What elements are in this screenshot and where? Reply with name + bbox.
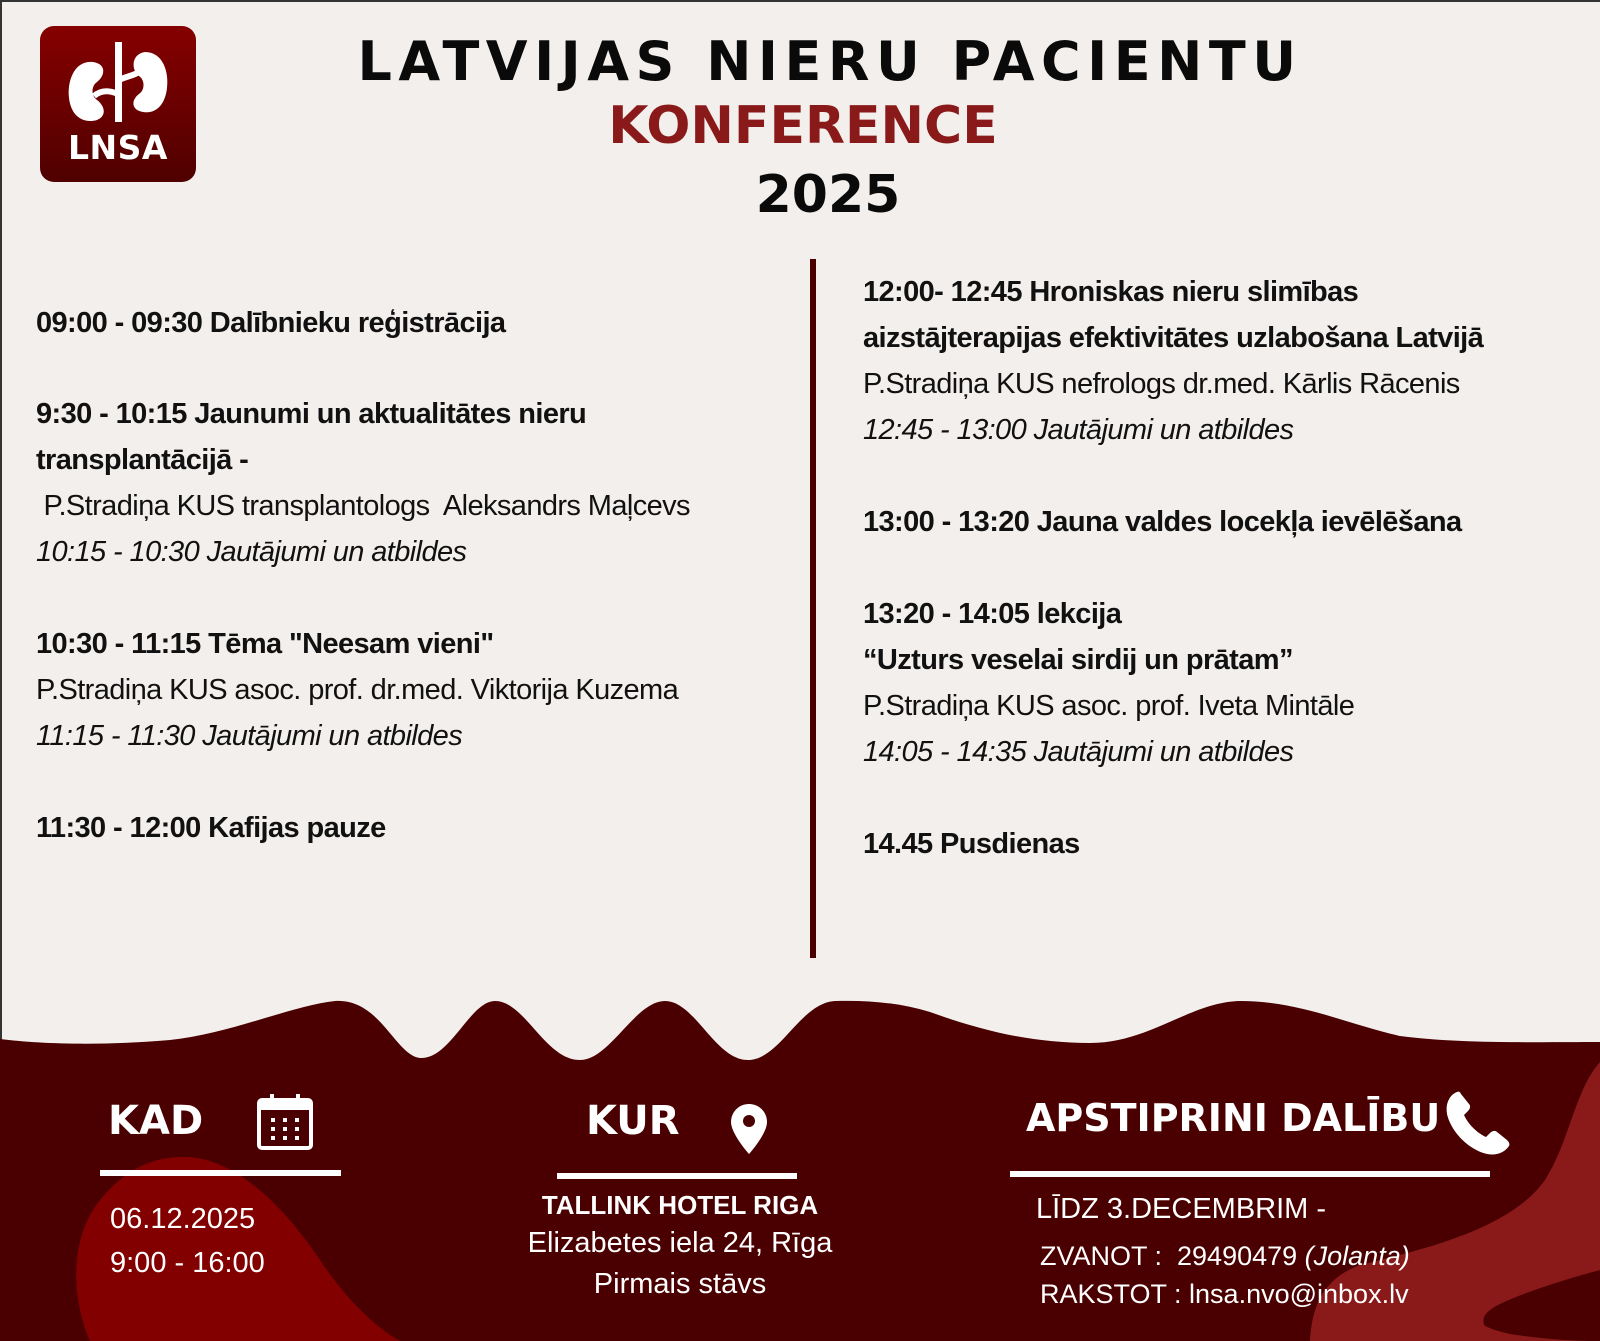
schedule-item: 12:00- 12:45 Hroniskas nieru slimības xyxy=(863,276,1359,308)
qa-slot: 14:05 - 14:35 Jautājumi un atbildes xyxy=(863,736,1294,768)
rsvp-phone[interactable] xyxy=(1040,1241,1410,1272)
schedule-item: “Uzturs veselai sirdij un prātam” xyxy=(863,644,1293,676)
email-link[interactable]: lnsa.nvo@inbox.lv xyxy=(1189,1279,1409,1309)
event-date: 06.12.2025 xyxy=(110,1203,256,1235)
schedule-item: 9:30 - 10:15 Jaunumi un aktualitātes nieru xyxy=(36,398,587,430)
schedule-item: 14.45 Pusdienas xyxy=(863,828,1080,860)
schedule-item: transplantācijā - xyxy=(36,444,249,476)
schedule-item: 11:30 - 12:00 Kafijas pauze xyxy=(36,812,386,844)
event-time: 9:00 - 16:00 xyxy=(110,1247,265,1279)
where-heading: KUR xyxy=(586,1098,680,1144)
rsvp-rule xyxy=(1010,1171,1490,1177)
schedule-item: 13:00 - 13:20 Jauna valdes locekļa ievēlēšana xyxy=(863,506,1462,538)
title-line-1: LATVIJAS NIERU PACIENTU xyxy=(357,30,1303,93)
qa-slot: 12:45 - 13:00 Jautājumi un atbildes xyxy=(863,414,1294,446)
schedule-item: aizstājterapijas efektivitātes uzlabošana Latvijā xyxy=(863,322,1484,354)
location-pin-icon xyxy=(731,1104,767,1154)
calendar-icon xyxy=(257,1094,313,1150)
when-heading: KAD xyxy=(108,1098,204,1144)
contact-name: (Jolanta) xyxy=(1304,1241,1410,1271)
rsvp-email-line xyxy=(1040,1279,1409,1310)
phone-icon xyxy=(1443,1090,1511,1158)
speaker: P.Stradiņa KUS asoc. prof. dr.med. Viktorija Kuzema xyxy=(36,674,679,706)
where-rule xyxy=(557,1173,797,1179)
title-konference: KONFERENCE xyxy=(608,96,998,156)
speaker: P.Stradiņa KUS transplantologs Aleksandrs Maļcevs xyxy=(36,490,690,522)
rsvp-heading: APSTIPRINI DALĪBU xyxy=(1026,1096,1441,1140)
qa-slot: 11:15 - 11:30 Jautājumi un atbildes xyxy=(36,720,463,752)
venue-address: Elizabetes iela 24, Rīga xyxy=(527,1227,833,1259)
phone-number[interactable]: ZVANOT : 29490479 xyxy=(1040,1241,1305,1271)
logo-text: LNSA xyxy=(68,128,168,167)
speaker: P.Stradiņa KUS asoc. prof. Iveta Mintāle xyxy=(863,690,1355,722)
speaker: P.Stradiņa KUS nefrologs dr.med. Kārlis Rācenis xyxy=(863,368,1460,400)
venue-name: TALLINK HOTEL RIGA xyxy=(541,1190,819,1220)
venue-floor: Pirmais stāvs xyxy=(593,1268,767,1300)
title-year: 2025 xyxy=(755,165,901,225)
when-rule xyxy=(100,1170,341,1176)
qa-slot: 10:15 - 10:30 Jautājumi un atbildes xyxy=(36,536,467,568)
schedule-item: 09:00 - 09:30 Dalībnieku reģistrācija xyxy=(36,307,506,339)
schedule-item: 13:20 - 14:05 lekcija xyxy=(863,598,1122,630)
write-label: RAKSTOT : xyxy=(1040,1279,1190,1309)
rsvp-deadline: LĪDZ 3.DECEMBRIM - xyxy=(1036,1193,1327,1225)
schedule-item: 10:30 - 11:15 Tēma "Neesam vieni" xyxy=(36,628,494,660)
